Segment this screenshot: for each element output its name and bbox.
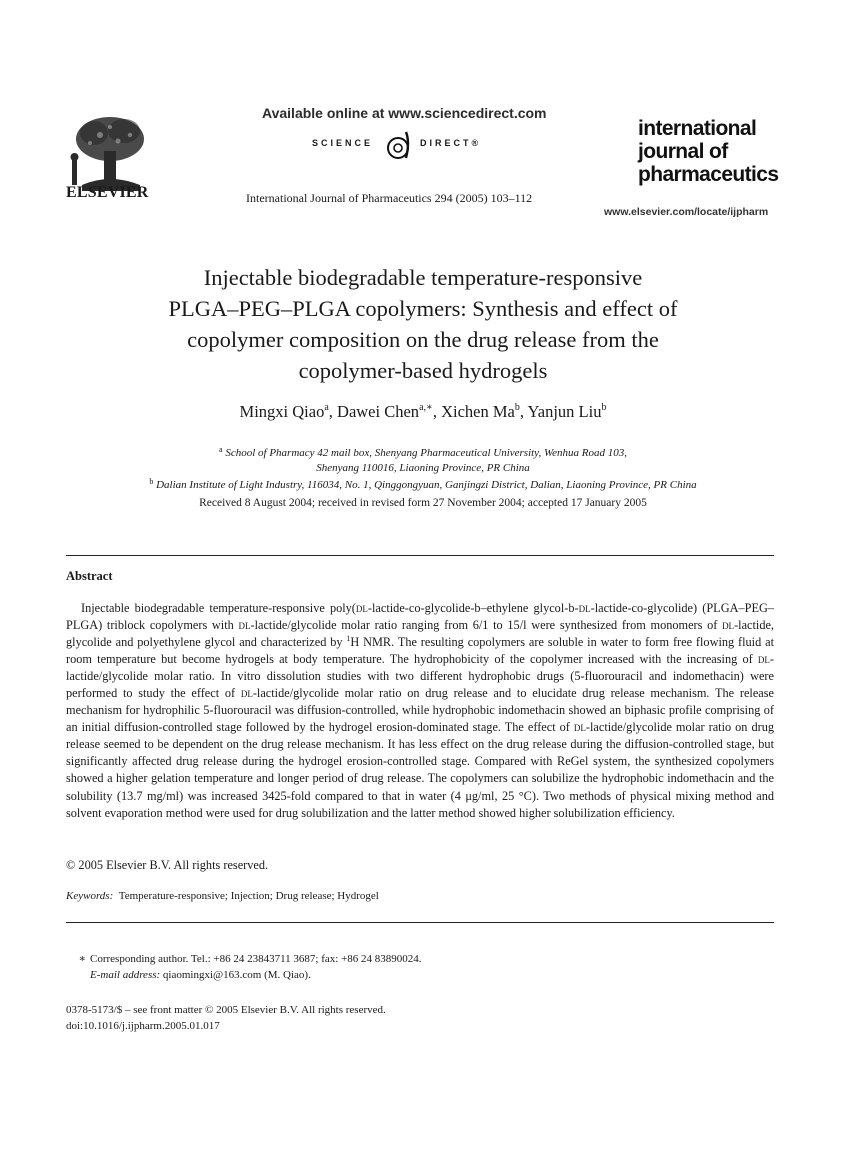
affil-marker: b — [149, 477, 154, 486]
author-affil-marker: a — [324, 402, 329, 413]
affil-text: School of Pharmacy 42 mail box, Shenyang Pharmaceutical University, Wenhua Road 103, — [225, 447, 627, 459]
journal-masthead — [638, 117, 778, 186]
affil-marker: a — [219, 445, 223, 454]
abstract-copyright: © 2005 Elsevier B.V. All rights reserved. — [66, 858, 269, 872]
doi-link[interactable]: doi:10.1016/j.ijpharm.2005.01.017 — [66, 1019, 220, 1032]
issn-line: 0378-5173/$ – see front matter © 2005 Elsevier B.V. All rights reserved. — [66, 1004, 386, 1016]
affil-text: Dalian Institute of Light Industry, 116034, No. 1, Qinggongyuan, Ganjingzi District, Dalian, Liaoning Province, PR China — [156, 479, 697, 491]
sciencedirect-logo — [312, 128, 492, 162]
author-separator: , — [432, 402, 442, 421]
author-name: Xichen Ma — [441, 402, 515, 421]
journal-url: www.elsevier.com/locate/ijpharm — [604, 206, 769, 218]
article-title — [90, 262, 756, 386]
footnote-star: ∗ — [78, 953, 86, 965]
author-separator: , — [328, 402, 338, 421]
masthead-line: journal of — [638, 140, 728, 163]
affiliation-a-cont: Shenyang 110016, Liaoning Province, PR China — [316, 461, 530, 474]
author-name: Mingxi Qiao — [239, 402, 325, 421]
abstract-text: Injectable biodegradable temperature-responsive poly(dl-lactide-co-glycolide-b–ethylene glycol-b-dl-lactide-co-glycolide) (PLGA–PEG–PLGA) triblock copolymers with dl-lactide/glycolide molar ratio ranging from 6/1 to 15/l were synthesized from monomers of dl-lactide, glycolide and polyethylene glycol and characterized by $^1$H NMR. The resulting copolymers are soluble in water to form free flowing fluid at room temperature but become hydrogels at body temperature. The hydrophobicity of the copolymer increased with the increasing of dl-lactide/glycolide molar ratio. In vitro dissolution studies with two different hydrophobic drugs (5-fluorouracil and indomethacin) were performed to study the effect of dl-lactide/glycolide molar ratio on drug release and to elucidate drug release mechanism. The release mechanism for hydrophilic 5-fluorouracil was diffusion-controlled, while hydrophobic indomethacin showed an biphasic profile comprising of an initial diffusion-controlled stage followed by the hydrogel erosion-dominated stage. The effect of dl-lactide/glycolide molar ratio on drug release seemed to be dependent on the drug release mechanism. It has less effect on the drug release during the diffusion-controlled stage, but significantly affected drug release during the hydrogel erosion-controlled stage. Compared with ReGel system, the synthesized copolymers showed a higher gelation temperature and longer period of drug release. The copolymers can solubilize the hydrophobic indomethacin and the solubility (13.7 mg/ml) was increased 3425-fold compared to that in water (4 μg/ml, 25 °C). Two methods of physical mixing method and solvent evaporation method were used for drug solubilization and the latter method showed higher solubilization efficiency. — [66, 601, 775, 820]
sciencedirect-d-icon — [384, 128, 414, 162]
masthead-line: pharmaceutics — [638, 163, 779, 186]
author-separator: , — [519, 402, 528, 421]
author-affil-marker: b — [601, 402, 607, 413]
divider — [66, 555, 774, 556]
title-line: copolymer-based hydrogels — [298, 358, 548, 383]
abstract-heading: Abstract — [66, 569, 113, 583]
corresponding-text: Corresponding author. Tel.: +86 24 23843711 3687; fax: +86 24 83890024. — [90, 953, 422, 965]
email-label: E-mail address: — [90, 968, 161, 981]
sd-direct-word: DIRECT® — [420, 138, 482, 148]
email-link[interactable]: qiaomingxi@163.com (M. Qiao). — [162, 968, 311, 981]
affiliations — [90, 443, 756, 493]
title-line: Injectable biodegradable temperature-responsive — [203, 265, 643, 290]
author-affil-marker: b — [514, 402, 520, 413]
title-line: copolymer composition on the drug release from the — [187, 327, 659, 352]
affiliation-a — [90, 443, 756, 461]
keywords-label: Keywords: — [66, 890, 114, 902]
journal-citation: International Journal of Pharmaceutics 294 (2005) 103–112 — [246, 191, 533, 205]
keywords-list: Temperature-responsive; Injection; Drug release; Hydrogel — [118, 890, 379, 902]
issn-doi-block — [66, 1003, 386, 1034]
affiliation-b — [90, 475, 756, 493]
available-online-text: Available online at www.sciencedirect.com — [262, 105, 547, 121]
keywords — [66, 890, 379, 902]
divider — [66, 922, 774, 923]
author-affil-marker: a,∗ — [419, 402, 433, 413]
sd-science-word: SCIENCE — [312, 138, 374, 148]
author-name: Dawei Chen — [337, 402, 420, 421]
masthead-line: international — [638, 117, 757, 140]
author-list — [90, 402, 756, 422]
author-name: Yanjun Liu — [527, 402, 602, 421]
article-history: Received 8 August 2004; received in revised form 27 November 2004; accepted 17 January 2005 — [199, 497, 647, 509]
corresponding-author-footnote — [66, 952, 422, 983]
title-line: PLGA–PEG–PLGA copolymers: Synthesis and effect of — [168, 296, 678, 321]
publisher-name: ELSEVIER — [66, 184, 149, 201]
